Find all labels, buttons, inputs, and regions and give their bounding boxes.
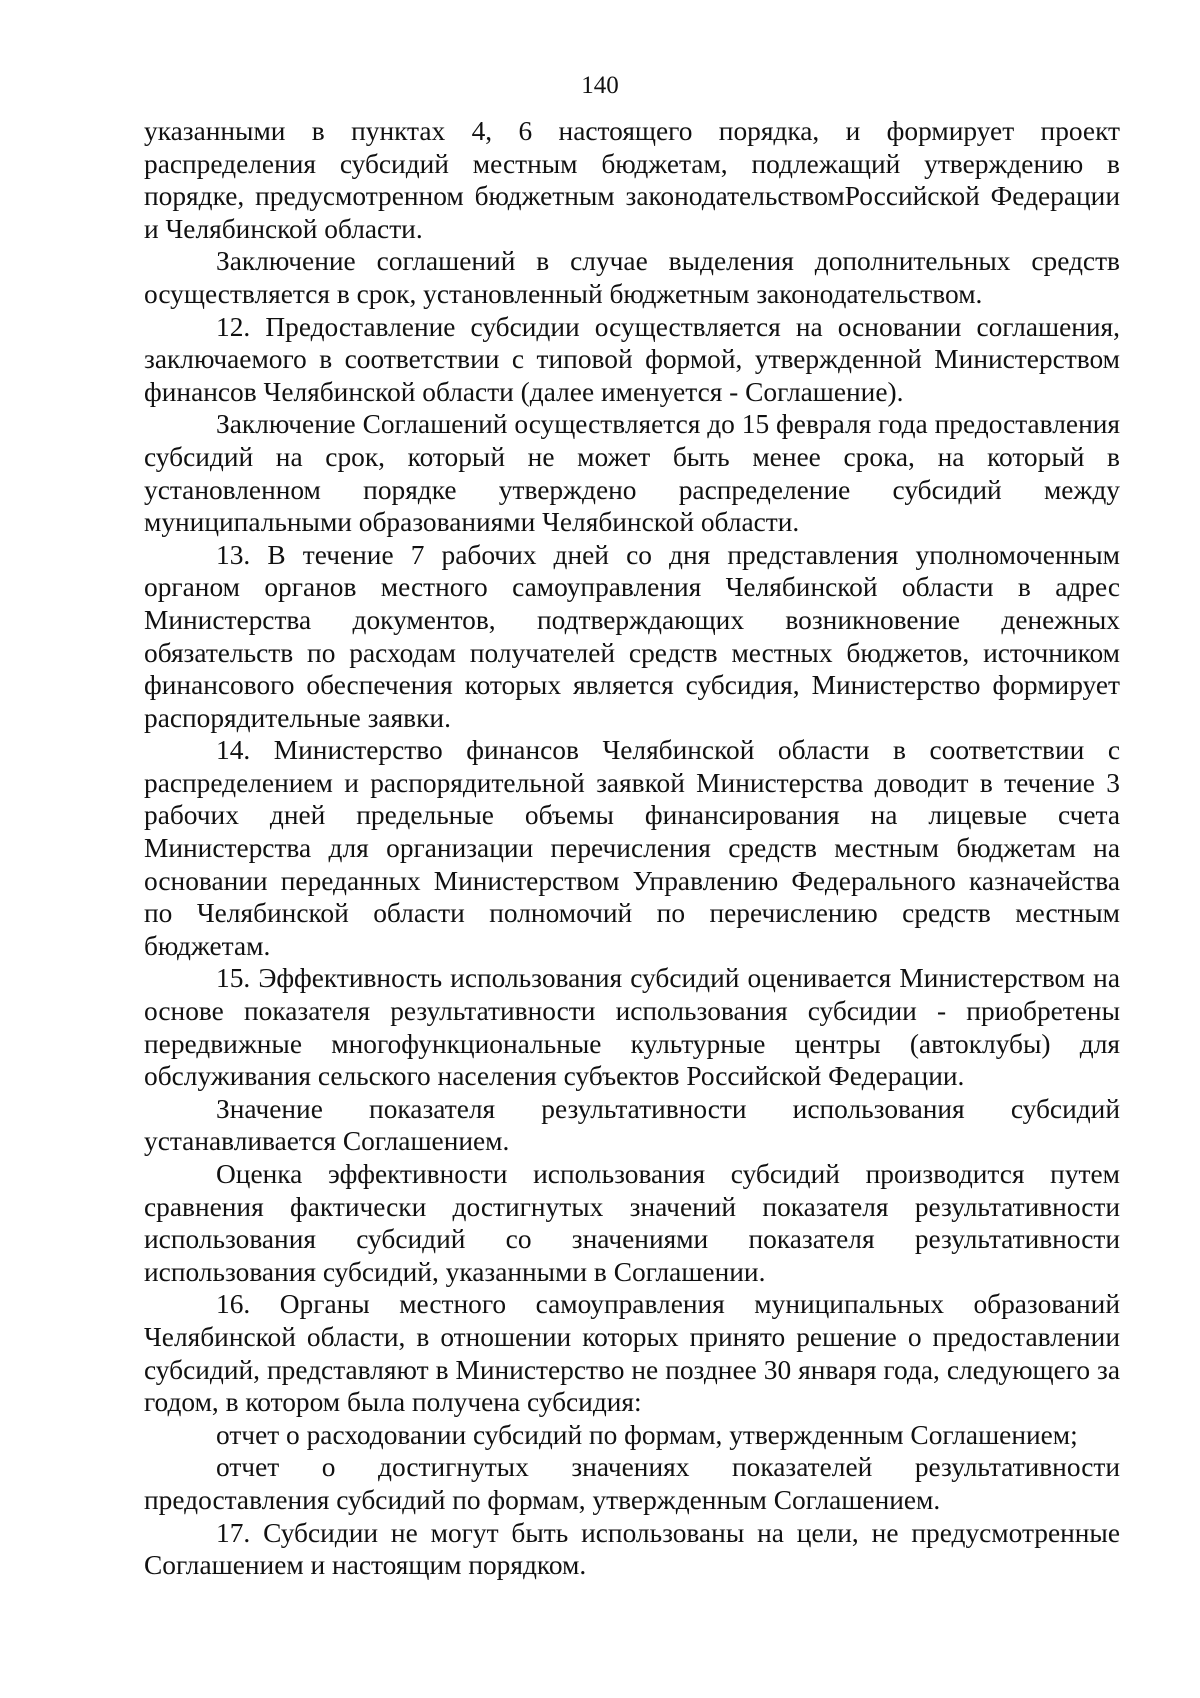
- page-number: 140: [581, 72, 619, 99]
- paragraph-continuation: указанными в пунктах 4, 6 настоящего порядка, и формирует проект распределения субсидий местным бюджетам, подлежащий утверждению в порядке, предусмотренном бюджетным законодательствомРоссийской Федерации и Челябинской области.: [144, 116, 1120, 244]
- paragraph-12: 12. Предоставление субсидии осуществляется на основании соглашения, заключаемого в соответствии с типовой формой, утвержденной Министерством финансов Челябинской области (далее именуется - Соглашение).: [144, 311, 1120, 407]
- paragraph-indicator-value: Значение показателя результативности использования субсидий устанавливается Соглашением.: [144, 1093, 1120, 1157]
- paragraph-agreement-deadline: Заключение Соглашений осуществляется до 15 февраля года предоставления субсидий на срок, который не может быть менее срока, на который в установленном порядке утверждено распределение субсидий между муниципальными образованиями Челябинской области.: [144, 409, 1120, 538]
- paragraph-report-expenses: отчет о расходовании субсидий по формам, утвержденным Соглашением;: [216, 1419, 1078, 1450]
- document-body: [144, 115, 1120, 1582]
- paragraph-16: 16. Органы местного самоуправления муниципальных образований Челябинской области, в отношении которых принято решение о предоставлении субсидий, представляют в Министерство не позднее 30 января года, следующего за годом, в котором была получена субсидия:: [144, 1289, 1120, 1418]
- paragraph-14: 14. Министерство финансов Челябинской области в соответствии с распределением и распорядительной заявкой Министерства доводит в течение 3 рабочих дней предельные объемы финансирования на лицевые счета Министерства для организации перечисления средств местным бюджетам на основании переданных Министерством Управлению Федерального казначейства по Челябинской области полномочий по перечислению средств местным бюджетам.: [144, 735, 1120, 961]
- paragraph-additional-funds: Заключение соглашений в случае выделения дополнительных средств осуществляется в срок, установленный бюджетным законодательством.: [144, 246, 1120, 309]
- paragraph-15: 15. Эффективность использования субсидий оценивается Министерством на основе показателя результативности использования субсидии - приобретены передвижные многофункциональные культурные центры (автоклубы) для обслуживания сельского населения субъектов Российской Федерации.: [144, 963, 1120, 1092]
- paragraph-report-results: отчет о достигнутых значениях показателей результативности предоставления субсидий по формам, утвержденным Соглашением.: [144, 1452, 1120, 1515]
- paragraph-efficiency-assessment: Оценка эффективности использования субсидий производится путем сравнения фактически достигнутых значений показателя результативности использования субсидий со значениями показателя результативности использования субсидий, указанными в Соглашении.: [144, 1159, 1120, 1287]
- paragraph-13: 13. В течение 7 рабочих дней со дня представления уполномоченным органом органов местного самоуправления Челябинской области в адрес Министерства документов, подтверждающих возникновение денежных обязательств по расходам получателей средств местных бюджетов, источником финансового обеспечения которых является субсидия, Министерство формирует распорядительные заявки.: [144, 539, 1120, 733]
- paragraph-17: 17. Субсидии не могут быть использованы на цели, не предусмотренные Соглашением и настоящим порядком.: [144, 1517, 1120, 1581]
